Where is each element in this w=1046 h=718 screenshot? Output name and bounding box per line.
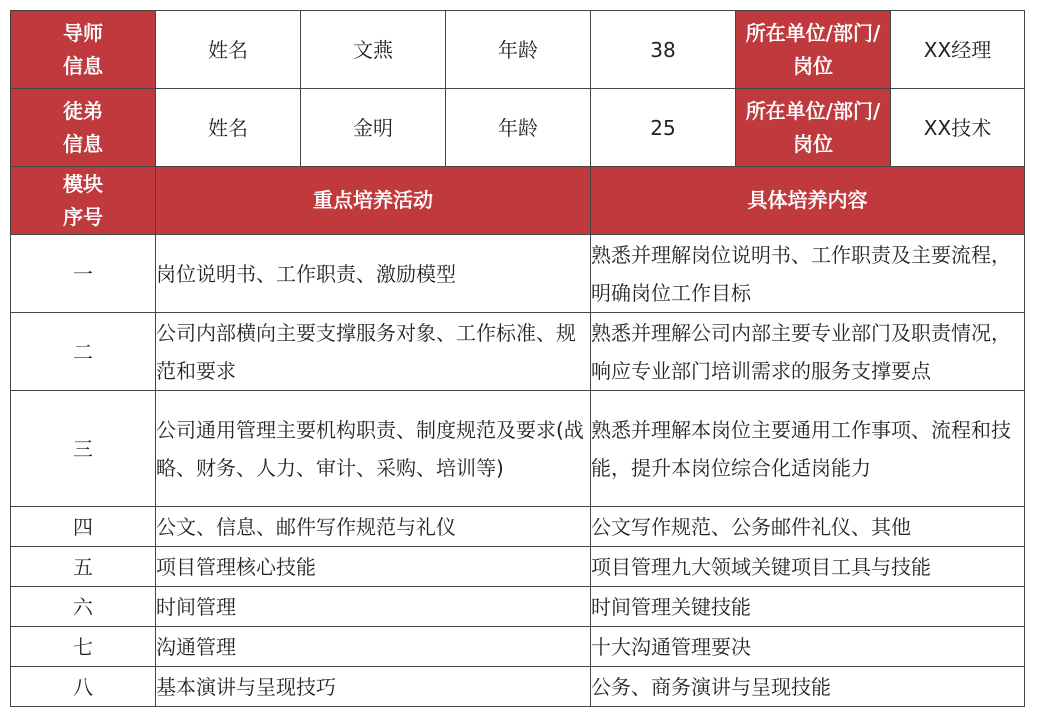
content-cell: 熟悉并理解公司内部主要专业部门及职责情况，响应专业部门培训需求的服务支撑要点 bbox=[591, 313, 1025, 391]
content-cell: 十大沟通管理要决 bbox=[591, 627, 1025, 667]
module-number: 一 bbox=[11, 235, 156, 313]
activity-cell: 基本演讲与呈现技巧 bbox=[156, 667, 591, 707]
apprentice-dept-label: 所在单位/部门/ 岗位 bbox=[736, 89, 891, 167]
activity-header: 重点培养活动 bbox=[156, 167, 591, 235]
mentor-info-row bbox=[11, 11, 1025, 89]
mentor-info-label: 导师 信息 bbox=[11, 11, 156, 89]
table-row bbox=[11, 507, 1025, 547]
activity-cell: 公文、信息、邮件写作规范与礼仪 bbox=[156, 507, 591, 547]
content-cell: 公务、商务演讲与呈现技能 bbox=[591, 667, 1025, 707]
column-header-row bbox=[11, 167, 1025, 235]
apprentice-age-label: 年龄 bbox=[446, 89, 591, 167]
table-row bbox=[11, 313, 1025, 391]
table-row bbox=[11, 587, 1025, 627]
module-number: 四 bbox=[11, 507, 156, 547]
activity-cell: 时间管理 bbox=[156, 587, 591, 627]
module-number: 六 bbox=[11, 587, 156, 627]
table-row bbox=[11, 235, 1025, 313]
table-row bbox=[11, 627, 1025, 667]
activity-cell: 项目管理核心技能 bbox=[156, 547, 591, 587]
apprentice-age-value: 25 bbox=[591, 89, 736, 167]
activity-cell: 沟通管理 bbox=[156, 627, 591, 667]
mentor-name-value: 文燕 bbox=[301, 11, 446, 89]
content-cell: 熟悉并理解本岗位主要通用工作事项、流程和技能，提升本岗位综合化适岗能力 bbox=[591, 391, 1025, 507]
table-row bbox=[11, 667, 1025, 707]
activity-cell: 公司通用管理主要机构职责、制度规范及要求(战略、财务、人力、审计、采购、培训等) bbox=[156, 391, 591, 507]
content-header: 具体培养内容 bbox=[591, 167, 1025, 235]
module-number: 五 bbox=[11, 547, 156, 587]
content-cell: 项目管理九大领域关键项目工具与技能 bbox=[591, 547, 1025, 587]
content-cell: 公文写作规范、公务邮件礼仪、其他 bbox=[591, 507, 1025, 547]
content-cell: 熟悉并理解岗位说明书、工作职责及主要流程，明确岗位工作目标 bbox=[591, 235, 1025, 313]
module-number: 七 bbox=[11, 627, 156, 667]
module-number: 二 bbox=[11, 313, 156, 391]
activity-cell: 岗位说明书、工作职责、激励模型 bbox=[156, 235, 591, 313]
module-number: 八 bbox=[11, 667, 156, 707]
mentor-name-label: 姓名 bbox=[156, 11, 301, 89]
mentor-dept-value: XX经理 bbox=[891, 11, 1025, 89]
mentor-age-label: 年龄 bbox=[446, 11, 591, 89]
mentor-dept-label: 所在单位/部门/ 岗位 bbox=[736, 11, 891, 89]
apprentice-info-row bbox=[11, 89, 1025, 167]
mentor-age-value: 38 bbox=[591, 11, 736, 89]
apprentice-info-label: 徒弟 信息 bbox=[11, 89, 156, 167]
module-number: 三 bbox=[11, 391, 156, 507]
apprentice-name-value: 金明 bbox=[301, 89, 446, 167]
table-row bbox=[11, 547, 1025, 587]
apprentice-dept-value: XX技术 bbox=[891, 89, 1025, 167]
module-number-header: 模块 序号 bbox=[11, 167, 156, 235]
apprentice-name-label: 姓名 bbox=[156, 89, 301, 167]
table-row bbox=[11, 391, 1025, 507]
mentorship-plan-table bbox=[10, 10, 1025, 707]
activity-cell: 公司内部横向主要支撑服务对象、工作标准、规范和要求 bbox=[156, 313, 591, 391]
content-cell: 时间管理关键技能 bbox=[591, 587, 1025, 627]
